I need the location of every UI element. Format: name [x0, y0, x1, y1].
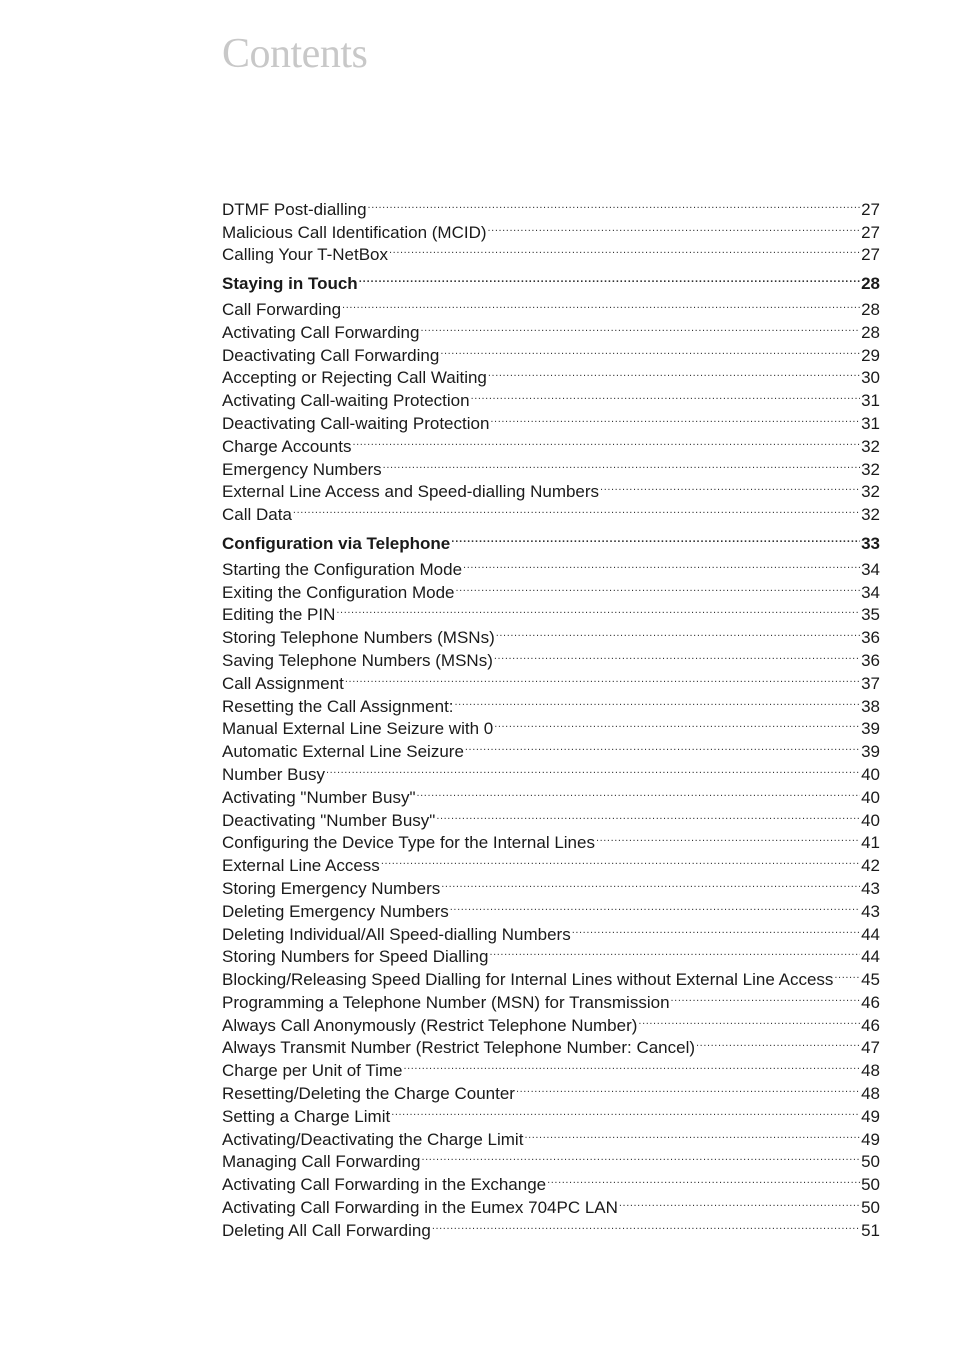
dot-leader — [572, 917, 860, 940]
dot-leader — [416, 780, 860, 803]
toc-entry-page-number: 46 — [861, 1015, 880, 1035]
toc-entry-label: Saving Telephone Numbers (MSNs) — [222, 650, 493, 670]
toc-entry-label: Deleting All Call Forwarding — [222, 1220, 431, 1240]
dot-leader — [293, 497, 860, 520]
dot-leader — [488, 215, 861, 238]
dot-leader — [432, 1213, 860, 1236]
dot-leader — [436, 803, 860, 826]
toc-entry-label: Activating Call Forwarding in the Exchange — [222, 1175, 547, 1195]
toc-entry-label: Storing Numbers for Speed Dialling — [222, 947, 489, 967]
toc-entry-page-number: 34 — [861, 582, 880, 602]
dot-leader — [489, 940, 860, 963]
dot-leader — [524, 1122, 860, 1145]
dot-leader — [389, 238, 860, 261]
toc-entry-page-number: 46 — [861, 992, 880, 1012]
dot-leader — [345, 666, 860, 689]
toc-entry-page-number: 39 — [861, 719, 880, 739]
dot-leader — [336, 598, 860, 621]
toc-entry-page-number: 38 — [861, 696, 880, 716]
toc-entry-label: Always Transmit Number (Restrict Telephone Number: Cancel) — [222, 1038, 696, 1058]
toc-entry-page-number: 28 — [861, 299, 880, 319]
toc-entry-page-number: 44 — [861, 924, 880, 944]
dot-leader — [463, 552, 860, 575]
toc-entry-label: Activating/Deactivating the Charge Limit — [222, 1129, 524, 1149]
toc-entry-label: Staying in Touch — [222, 274, 358, 294]
toc-section-heading[interactable] — [222, 526, 880, 553]
dot-leader — [440, 338, 860, 361]
toc-entry-label: Activating "Number Busy" — [222, 787, 416, 807]
dot-leader — [600, 475, 860, 498]
toc-entry-label: Activating Call Forwarding — [222, 322, 420, 342]
dot-leader — [421, 1145, 860, 1168]
toc-section-heading[interactable] — [222, 266, 880, 294]
dot-leader — [326, 757, 860, 780]
toc-entry-page-number: 41 — [861, 833, 880, 853]
dot-leader — [516, 1076, 860, 1099]
toc-entry[interactable] — [222, 192, 880, 219]
toc-entry-label: Storing Emergency Numbers — [222, 878, 441, 898]
dot-leader — [441, 871, 860, 894]
toc-entry-label: Malicious Call Identification (MCID) — [222, 222, 487, 242]
toc-entry-label: Calling Your T-NetBox — [222, 245, 389, 265]
toc-entry-page-number: 50 — [861, 1198, 880, 1218]
toc-entry-label: Call Forwarding — [222, 299, 342, 319]
toc-entry-page-number: 34 — [861, 559, 880, 579]
toc-entry-label: Manual External Line Seizure with 0 — [222, 719, 494, 739]
toc-entry-label: Deleting Emergency Numbers — [222, 901, 449, 921]
dot-leader — [342, 292, 860, 315]
toc-entry-page-number: 40 — [861, 764, 880, 784]
toc-entry-label: Activating Call-waiting Protection — [222, 391, 470, 411]
toc-entry-label: Call Data — [222, 505, 292, 525]
toc-entry-page-number: 32 — [861, 482, 880, 502]
toc-entry-label: Editing the PIN — [222, 605, 336, 625]
toc-entry-label: External Line Access and Speed-dialling Numbers — [222, 482, 600, 502]
toc-entry-page-number: 49 — [861, 1129, 880, 1149]
dot-leader — [450, 894, 860, 917]
toc-entry-page-number: 50 — [861, 1152, 880, 1172]
toc-entry-page-number: 43 — [861, 878, 880, 898]
toc-entry-label: Exiting the Configuration Mode — [222, 582, 455, 602]
dot-leader — [638, 1008, 860, 1031]
dot-leader — [420, 315, 860, 338]
dot-leader — [451, 526, 860, 549]
toc-entry-page-number: 40 — [861, 810, 880, 830]
toc-entry[interactable] — [222, 497, 880, 525]
toc-entry-page-number: 44 — [861, 947, 880, 967]
toc-entry-label: Accepting or Rejecting Call Waiting — [222, 368, 487, 388]
dot-leader — [465, 734, 860, 757]
dot-leader — [471, 383, 861, 406]
table-of-contents — [222, 192, 880, 1240]
toc-entry-page-number: 36 — [861, 650, 880, 670]
toc-entry-page-number: 45 — [861, 970, 880, 990]
toc-entry-label: Configuration via Telephone — [222, 533, 451, 553]
toc-entry-label: Configuring the Device Type for the Internal Lines — [222, 833, 595, 853]
dot-leader — [496, 620, 860, 643]
toc-entry-label: Always Call Anonymously (Restrict Telephone Number) — [222, 1015, 638, 1035]
dot-leader — [488, 361, 860, 384]
toc-entry-label: Blocking/Releasing Speed Dialling for Internal Lines without External Line Access — [222, 970, 834, 990]
toc-entry-label: Setting a Charge Limit — [222, 1106, 391, 1126]
toc-entry-page-number: 30 — [861, 368, 880, 388]
toc-entry-page-number: 50 — [861, 1175, 880, 1195]
toc-entry-page-number: 28 — [861, 274, 880, 294]
toc-entry-page-number: 27 — [861, 245, 880, 265]
toc-entry-page-number: 48 — [861, 1084, 880, 1104]
toc-entry-label: DTMF Post-dialling — [222, 199, 367, 219]
toc-entry-page-number: 31 — [861, 391, 880, 411]
toc-entry-label: Activating Call Forwarding in the Eumex 704PC LAN — [222, 1198, 618, 1218]
toc-entry-label: Automatic External Line Seizure — [222, 742, 464, 762]
toc-entry-page-number: 43 — [861, 901, 880, 921]
dot-leader — [455, 689, 861, 712]
dot-leader — [671, 985, 861, 1008]
dot-leader — [359, 266, 860, 289]
dot-leader — [547, 1167, 860, 1190]
toc-entry-label: Resetting the Call Assignment: — [222, 696, 454, 716]
toc-entry-label: Charge per Unit of Time — [222, 1061, 403, 1081]
toc-entry-page-number: 42 — [861, 856, 880, 876]
toc-entry-label: Call Assignment — [222, 673, 344, 693]
dot-leader — [352, 429, 860, 452]
toc-entry-label: Deleting Individual/All Speed-dialling Numbers — [222, 924, 571, 944]
dot-leader — [696, 1031, 860, 1054]
toc-entry-page-number: 35 — [861, 605, 880, 625]
toc-entry-label: Managing Call Forwarding — [222, 1152, 421, 1172]
toc-entry-label: Emergency Numbers — [222, 459, 382, 479]
toc-entry-page-number: 27 — [861, 199, 880, 219]
toc-entry-page-number: 32 — [861, 436, 880, 456]
toc-entry-page-number: 28 — [861, 322, 880, 342]
toc-entry-page-number: 39 — [861, 742, 880, 762]
dot-leader — [403, 1053, 860, 1076]
toc-entry-label: External Line Access — [222, 856, 380, 876]
toc-entry-page-number: 40 — [861, 787, 880, 807]
dot-leader — [834, 962, 860, 985]
dot-leader — [490, 406, 860, 429]
dot-leader — [381, 848, 860, 871]
toc-entry-page-number: 36 — [861, 628, 880, 648]
toc-entry-label: Deactivating "Number Busy" — [222, 810, 436, 830]
toc-entry-page-number: 32 — [861, 505, 880, 525]
toc-entry-label: Deactivating Call-waiting Protection — [222, 413, 490, 433]
dot-leader — [494, 643, 860, 666]
toc-entry-label: Storing Telephone Numbers (MSNs) — [222, 628, 495, 648]
toc-entry-label: Programming a Telephone Number (MSN) for Transmission — [222, 992, 670, 1012]
toc-entry-page-number: 27 — [861, 222, 880, 242]
dot-leader — [596, 826, 860, 849]
toc-entry-page-number: 37 — [861, 673, 880, 693]
toc-entry-page-number: 47 — [861, 1038, 880, 1058]
toc-entry-label: Starting the Configuration Mode — [222, 559, 463, 579]
dot-leader — [383, 452, 860, 475]
toc-entry-page-number: 31 — [861, 413, 880, 433]
dot-leader — [494, 712, 860, 735]
toc-entry-page-number: 32 — [861, 459, 880, 479]
toc-entry-page-number: 29 — [861, 345, 880, 365]
dot-leader — [619, 1190, 860, 1213]
toc-entry-page-number: 49 — [861, 1106, 880, 1126]
toc-entry-label: Deactivating Call Forwarding — [222, 345, 440, 365]
toc-entry-page-number: 51 — [861, 1220, 880, 1240]
toc-entry-label: Resetting/Deleting the Charge Counter — [222, 1084, 515, 1104]
page-title: Contents — [222, 31, 368, 77]
dot-leader — [391, 1099, 860, 1122]
toc-entry-label: Number Busy — [222, 764, 325, 784]
toc-entry-page-number: 33 — [861, 533, 880, 553]
toc-entry-label: Charge Accounts — [222, 436, 352, 456]
toc-entry-page-number: 48 — [861, 1061, 880, 1081]
dot-leader — [455, 575, 860, 598]
dot-leader — [368, 192, 861, 215]
